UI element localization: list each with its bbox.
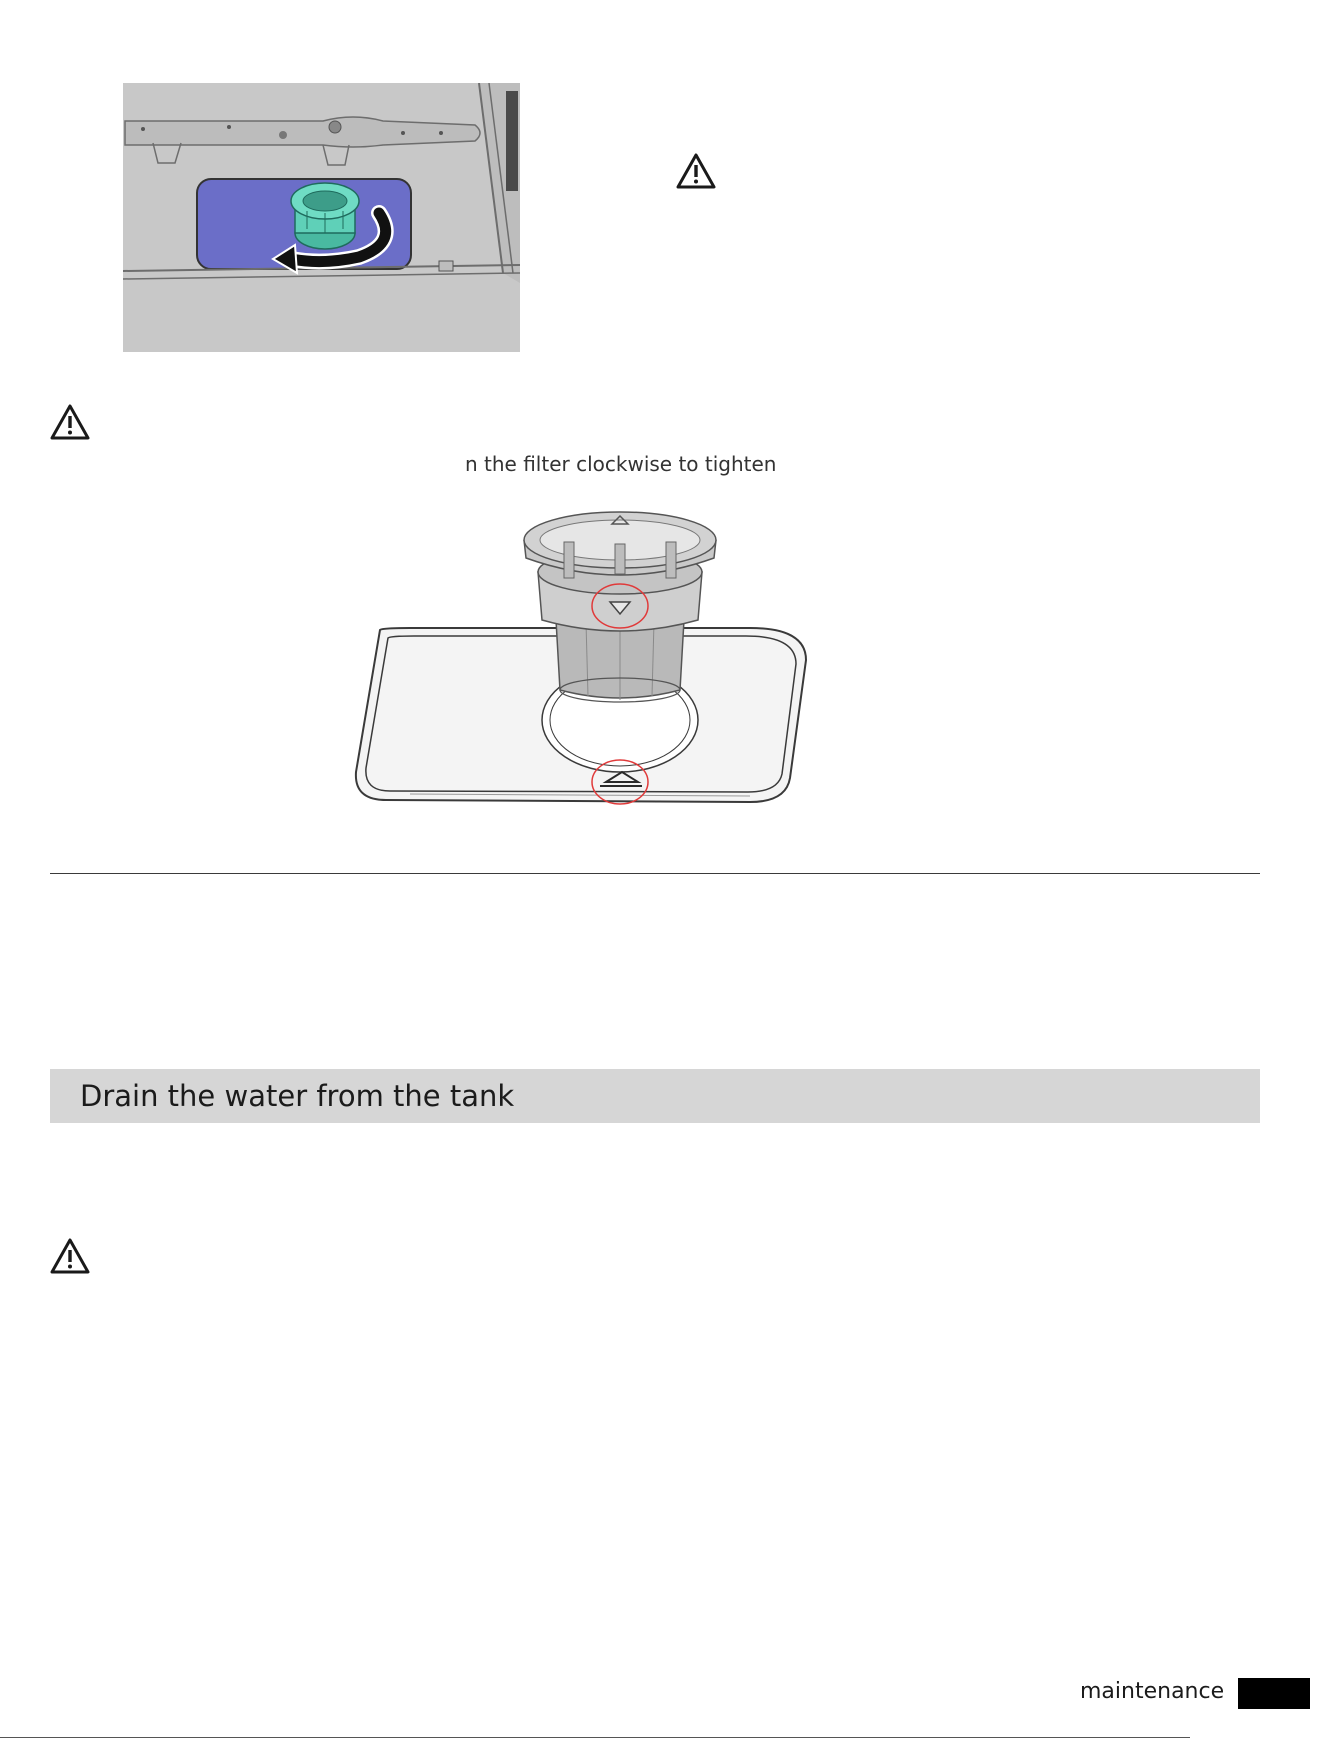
page-number-tab bbox=[1238, 1678, 1310, 1709]
section-header bbox=[50, 1069, 1260, 1123]
warning-triangle-icon bbox=[675, 152, 717, 190]
bottom-rule bbox=[0, 1737, 1190, 1738]
tighten-caption: n the filter clockwise to tighten bbox=[465, 452, 777, 476]
footer-section-label: maintenance bbox=[1080, 1679, 1225, 1704]
warning-triangle-icon bbox=[49, 403, 91, 441]
filter-alignment-illustration bbox=[350, 510, 810, 810]
warning-triangle-icon bbox=[49, 1237, 91, 1275]
filter-removal-illustration bbox=[123, 83, 520, 352]
section-divider bbox=[50, 873, 1260, 874]
section-title: Drain the water from the tank bbox=[80, 1079, 515, 1113]
